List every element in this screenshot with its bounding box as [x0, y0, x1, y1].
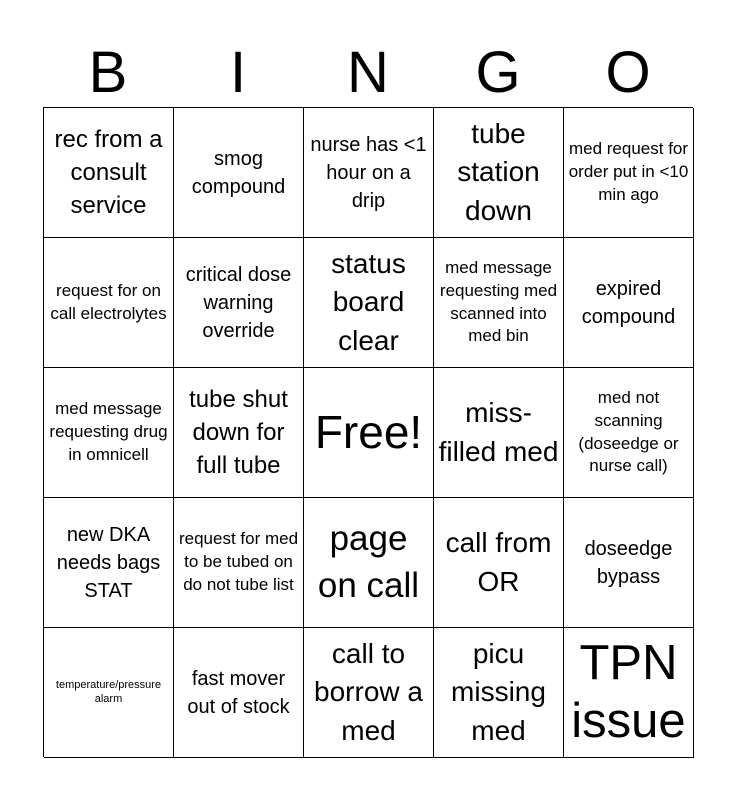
- bingo-cell-r2c2[interactable]: [174, 238, 304, 368]
- cell-text: request for on call electrolytes: [50, 280, 167, 323]
- cell-text: tube shut down for full tube: [189, 385, 288, 480]
- cell-text: med request for order put in <10 min ago: [568, 139, 689, 204]
- cell-text: call from OR: [445, 526, 552, 597]
- cell-text: tube station down: [457, 117, 540, 226]
- bingo-cell-r1c3[interactable]: [304, 108, 434, 238]
- header-letter-b: B: [88, 40, 128, 105]
- cell-text: miss-filled med: [438, 396, 559, 467]
- cell-text: med not scanning (doseedge or nurse call): [578, 387, 679, 476]
- cell-text: call to borrow a med: [314, 637, 423, 746]
- bingo-board: [43, 107, 693, 757]
- bingo-cell-r3c1[interactable]: [44, 368, 174, 498]
- bingo-header: [43, 38, 693, 108]
- bingo-cell-r4c1[interactable]: [44, 498, 174, 628]
- bingo-cell-r2c1[interactable]: [44, 238, 174, 368]
- bingo-cell-r5c2[interactable]: [174, 628, 304, 758]
- cell-text: expired compound: [581, 277, 676, 328]
- bingo-cell-r4c4[interactable]: [434, 498, 564, 628]
- cell-text: fast mover out of stock: [187, 667, 290, 718]
- cell-text: status board clear: [331, 247, 406, 356]
- bingo-cell-r4c3[interactable]: [304, 498, 434, 628]
- bingo-cell-r2c5[interactable]: [564, 238, 694, 368]
- cell-text: nurse has <1 hour on a drip: [310, 133, 427, 212]
- bingo-cell-r1c4[interactable]: [434, 108, 564, 238]
- cell-text: picu missing med: [451, 637, 546, 746]
- bingo-cell-r3c4[interactable]: [434, 368, 564, 498]
- free-space-text: Free!: [314, 406, 423, 459]
- header-letter-n: N: [347, 40, 389, 105]
- cell-text: med message requesting drug in omnicell: [49, 399, 168, 464]
- cell-text: new DKA needs bags STAT: [56, 523, 161, 602]
- bingo-cell-r4c2[interactable]: [174, 498, 304, 628]
- bingo-cell-r3c2[interactable]: [174, 368, 304, 498]
- cell-text: request for med to be tubed on do not tube list: [178, 529, 299, 594]
- cell-text: med message requesting med scanned into med bin: [439, 257, 558, 346]
- bingo-cell-r4c5[interactable]: [564, 498, 694, 628]
- cell-text: critical dose warning override: [185, 263, 292, 342]
- bingo-cell-r5c4[interactable]: [434, 628, 564, 758]
- bingo-cell-r5c5[interactable]: [564, 628, 694, 758]
- bingo-cell-r3c5[interactable]: [564, 368, 694, 498]
- bingo-cell-r2c4[interactable]: [434, 238, 564, 368]
- cell-text: smog compound: [191, 147, 286, 198]
- cell-text: temperature/pressure alarm: [55, 679, 162, 705]
- bingo-cell-r5c3[interactable]: [304, 628, 434, 758]
- bingo-cell-r5c1[interactable]: [44, 628, 174, 758]
- cell-text: TPN issue: [571, 635, 686, 748]
- bingo-cell-r1c1[interactable]: [44, 108, 174, 238]
- bingo-cell-r3c3[interactable]: [304, 368, 434, 498]
- header-letter-g: G: [475, 40, 521, 105]
- bingo-cell-r1c5[interactable]: [564, 108, 694, 238]
- header-letter-i: I: [229, 40, 247, 105]
- bingo-cell-r1c2[interactable]: [174, 108, 304, 238]
- header-letter-o: O: [605, 40, 651, 105]
- cell-text: page on call: [317, 518, 420, 605]
- cell-text: doseedge bypass: [584, 537, 673, 588]
- bingo-cell-r2c3[interactable]: [304, 238, 434, 368]
- cell-text: rec from a consult service: [54, 125, 163, 220]
